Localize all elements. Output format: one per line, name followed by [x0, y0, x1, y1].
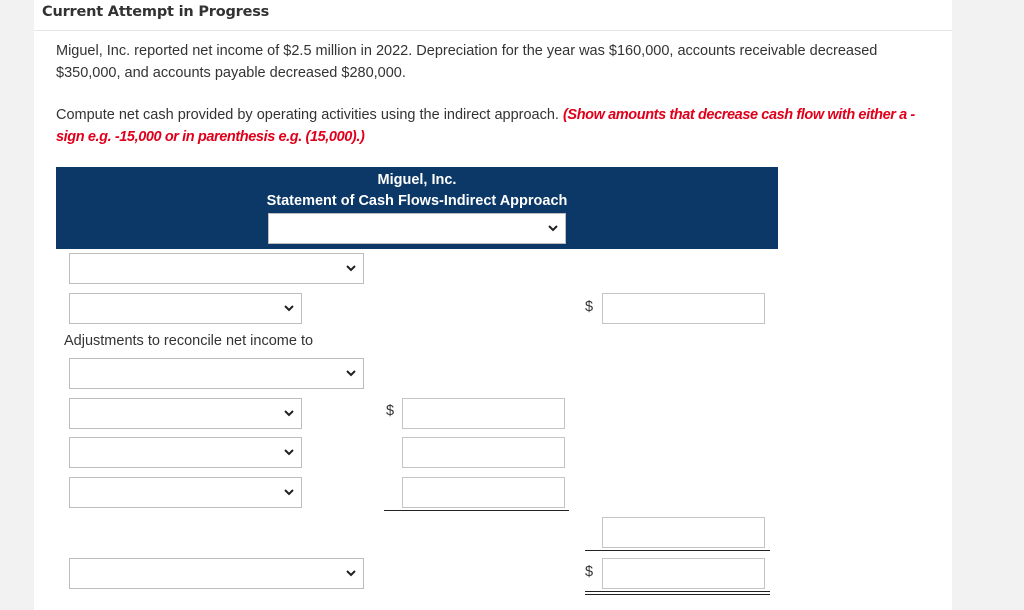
double-rule-bottom	[585, 594, 770, 595]
adjustment-3-amount-input[interactable]	[402, 477, 565, 508]
net-income-amount-input[interactable]	[602, 293, 765, 324]
company-name: Miguel, Inc.	[377, 172, 457, 188]
dollar-sign: $	[386, 403, 395, 419]
chevron-down-icon	[345, 366, 357, 380]
chevron-down-icon	[345, 261, 357, 275]
row3-select[interactable]	[69, 358, 364, 389]
chevron-down-icon	[547, 221, 559, 235]
dollar-sign: $	[585, 564, 594, 580]
total-adjustments-input[interactable]	[602, 517, 765, 548]
row5-select[interactable]	[69, 437, 302, 468]
row2-select[interactable]	[69, 293, 302, 324]
instruction	[56, 104, 936, 148]
chevron-down-icon	[283, 485, 295, 499]
statement-title: Statement of Cash Flows-Indirect Approach	[266, 193, 568, 209]
total-rule	[585, 550, 770, 551]
attempt-title: Current Attempt in Progress	[42, 4, 270, 20]
problem-text: Miguel, Inc. reported net income of $2.5 million in 2022. Depreciation for the year was $160,000, accounts receivable decreased $350,000, and accounts payable decreased $280,000.	[56, 43, 878, 81]
row4-select[interactable]	[69, 398, 302, 429]
adjustment-2-amount-input[interactable]	[402, 437, 565, 468]
dollar-sign: $	[585, 299, 594, 315]
adjustments-label: Adjustments to reconcile net income to	[64, 333, 314, 349]
double-rule-top	[585, 591, 770, 592]
instruction-note: (Show amounts that decrease cash flow with either a - sign e.g. -15,000 or in parenthesis e.g. (15,000).)	[56, 107, 915, 145]
chevron-down-icon	[345, 566, 357, 580]
row6-select[interactable]	[69, 477, 302, 508]
instruction-text: Compute net cash provided by operating activities using the indirect approach.	[56, 107, 563, 123]
row1-select[interactable]	[69, 253, 364, 284]
subtotal-rule	[384, 510, 569, 511]
final-select[interactable]	[69, 558, 364, 589]
chevron-down-icon	[283, 406, 295, 420]
net-cash-operating-input[interactable]	[602, 558, 765, 589]
period-select[interactable]	[268, 213, 566, 244]
chevron-down-icon	[283, 301, 295, 315]
adjustment-1-amount-input[interactable]	[402, 398, 565, 429]
chevron-down-icon	[283, 445, 295, 459]
